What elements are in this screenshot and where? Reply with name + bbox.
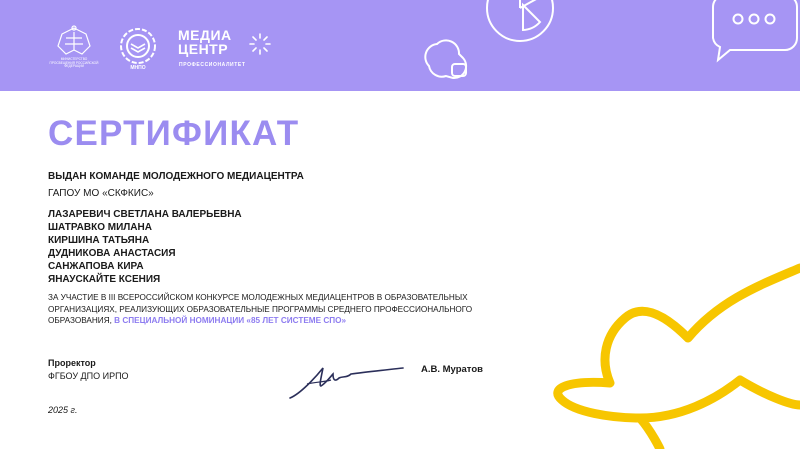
team-member: ЯНАУСКАЙТЕ КСЕНИЯ — [48, 274, 161, 285]
certificate-title: СЕРТИФИКАТ — [48, 114, 300, 153]
team-member: ДУДНИКОВА АНАСТАСИЯ — [48, 248, 176, 259]
mediacenter-title-line1: МЕДИА — [178, 27, 232, 43]
mediacenter-title-line2: ЦЕНТР — [178, 41, 229, 57]
description-line-1: ЗА УЧАСТИЕ В III ВСЕРОССИЙСКОМ КОНКУРСЕ МОЛОДЕЖНЫХ МЕДИАЦЕНТРОВ В ОБРАЗОВАТЕЛЬНЫХ — [48, 293, 468, 302]
team-member: ШАТРАВКО МИЛАНА — [48, 222, 152, 233]
team-member: ЛАЗАРЕВИЧ СВЕТЛАНА ВАЛЕРЬЕВНА — [48, 209, 242, 220]
organization-name: ГАПОУ МО «СКФКИС» — [48, 188, 154, 199]
team-members-list — [48, 208, 242, 286]
issue-year: 2025 г. — [48, 405, 78, 415]
description-line-2: ОРГАНИЗАЦИЯХ, РЕАЛИЗУЮЩИХ ОБРАЗОВАТЕЛЬНЫЕ ПРОГРАММЫ СРЕДНЕГО ПРОФЕССИОНАЛЬНОГО — [48, 304, 473, 314]
description-line-3: ОБРАЗОВАНИЯ, — [48, 316, 112, 326]
issued-to: ВЫДАН КОМАНДЕ МОЛОДЕЖНОГО МЕДИАЦЕНТРА — [48, 171, 304, 182]
signer-organization: ФГБОУ ДПО ИРПО — [48, 371, 129, 381]
award-description — [48, 292, 568, 327]
special-nomination: В СПЕЦИАЛЬНОЙ НОМИНАЦИИ «85 ЛЕТ СИСТЕМЕ СПО» — [114, 316, 347, 326]
emblem-caption: МИНИСТЕРСТВО ПРОСВЕЩЕНИЯ РОССИЙСКОЙ ФЕДЕРАЦИИ — [49, 57, 99, 69]
mnpo-caption: МНПО — [130, 65, 146, 70]
signer-role: Проректор — [48, 358, 96, 368]
team-member: КИРШИНА ТАТЬЯНА — [48, 235, 150, 246]
team-member: САНЖАПОВА КИРА — [48, 261, 144, 272]
signature — [285, 356, 410, 406]
mediacenter-subtitle: ПРОФЕССИОНАЛИТЕТ — [179, 62, 246, 68]
signer-name: А.В. Муратов — [421, 364, 483, 375]
